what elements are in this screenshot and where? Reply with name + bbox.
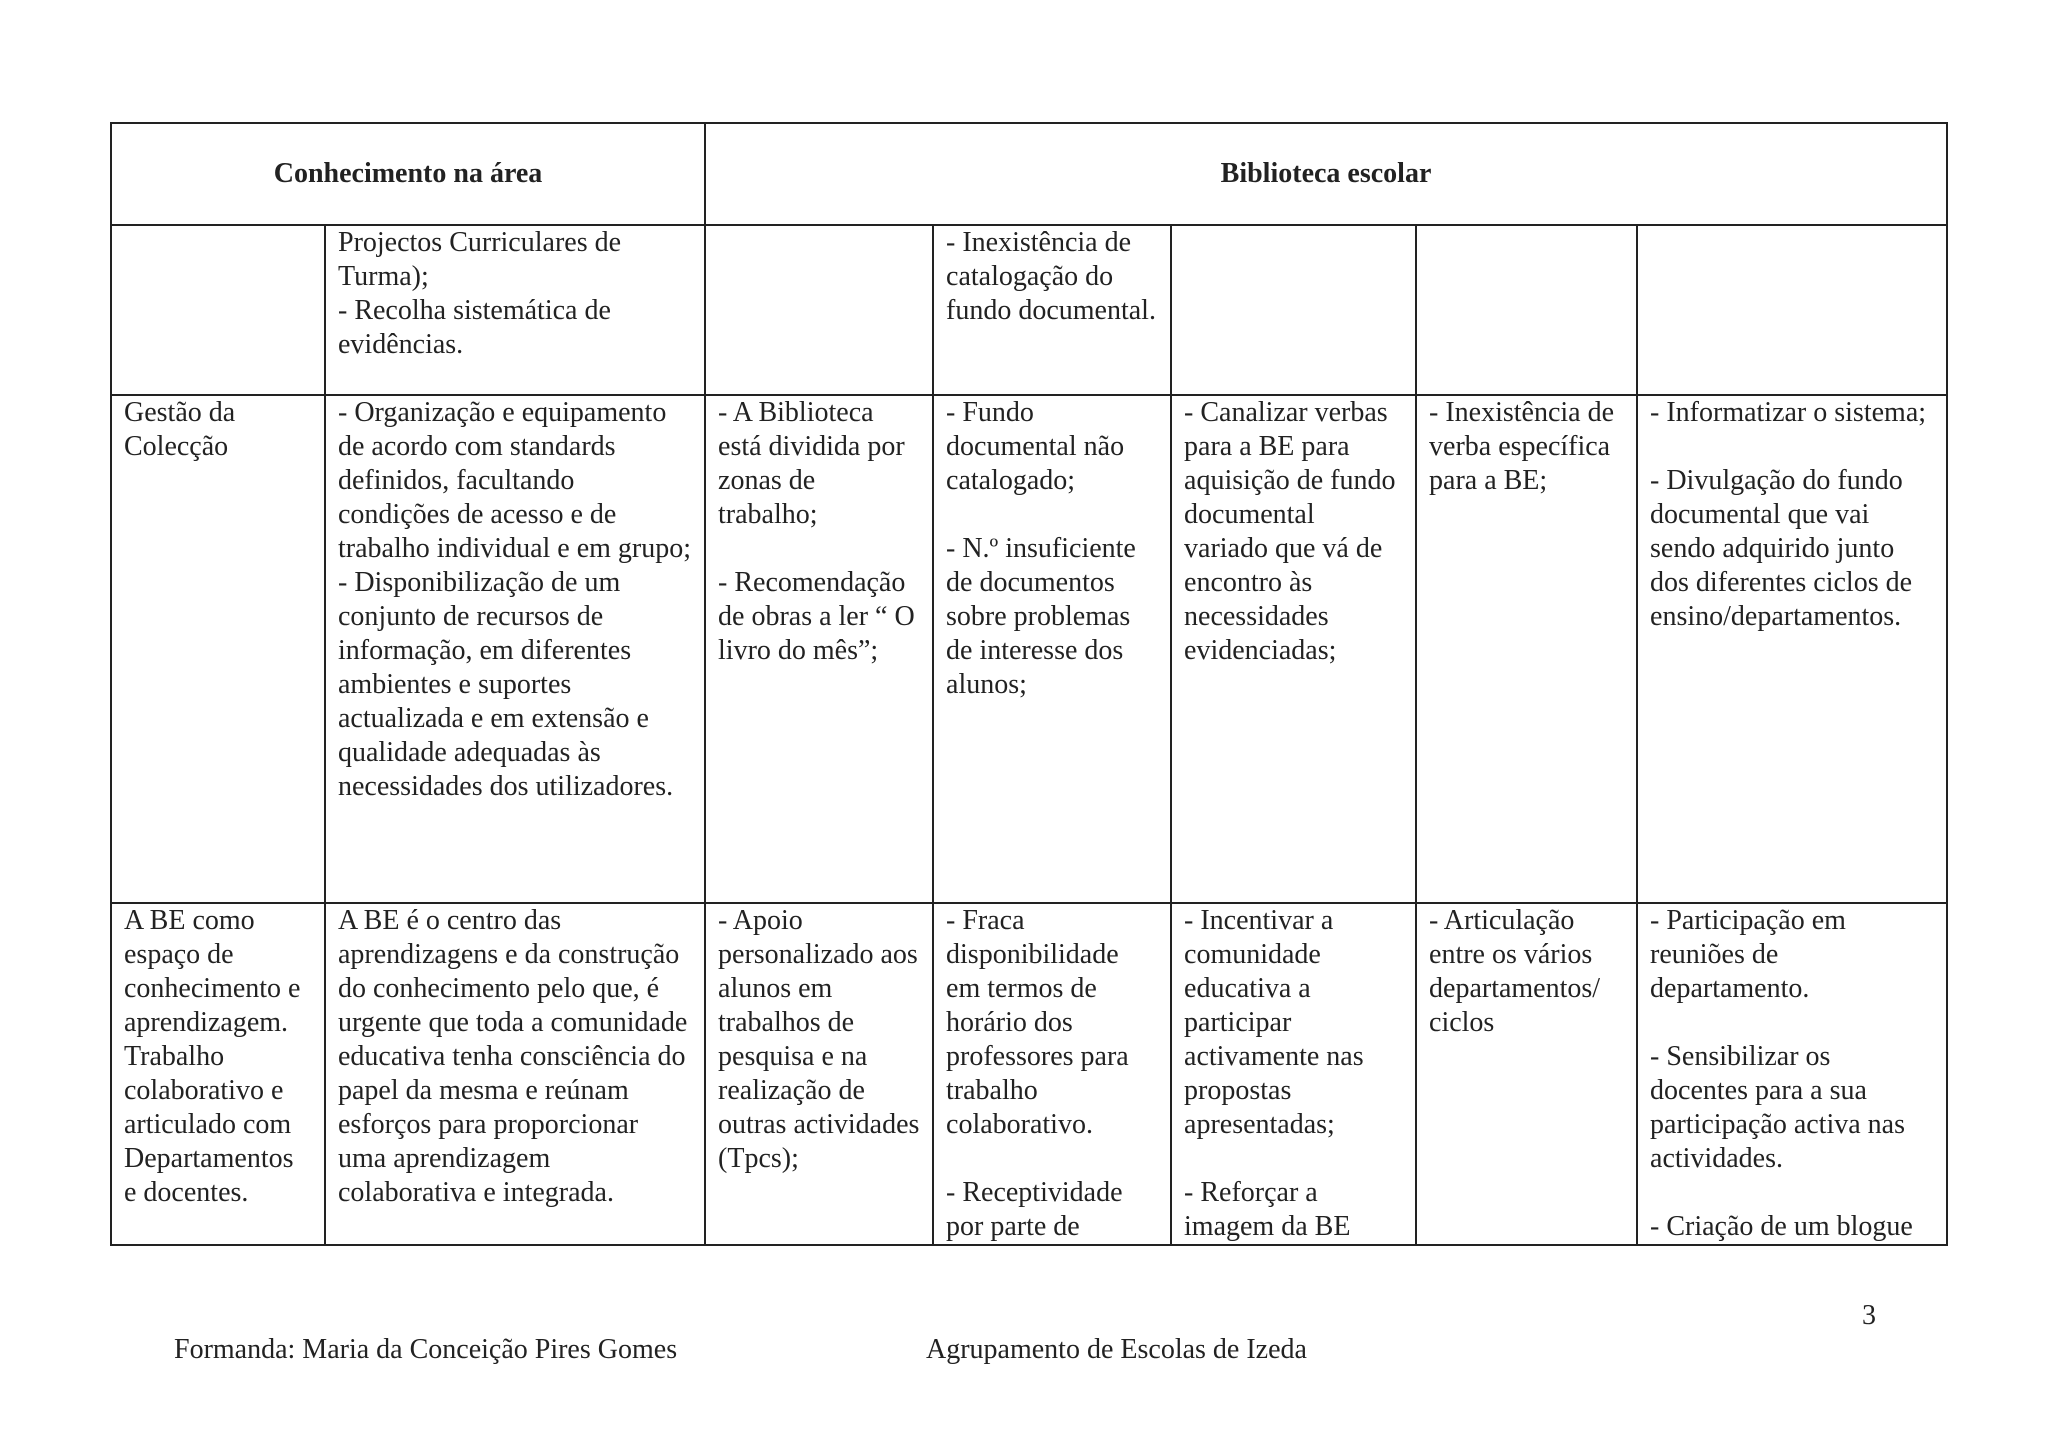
assessment-table — [110, 122, 1948, 1246]
table-cell — [1416, 225, 1637, 395]
page-number: 3 — [1862, 1300, 1876, 1331]
header-conhecimento: Conhecimento na área — [111, 123, 705, 225]
table-cell-area: A BE como espaço de conhecimento e aprendizagem. Trabalho colaborativo e articulado com Departamentos e docentes. — [111, 903, 325, 1245]
table-row — [111, 395, 1947, 903]
footer-school: Agrupamento de Escolas de Izeda — [926, 1334, 1307, 1365]
table-cell: - Apoio personalizado aos alunos em trabalhos de pesquisa e na realização de outras actividades (Tpcs); — [705, 903, 933, 1245]
table-cell: - Participação em reuniões de departamento. - Sensibilizar os docentes para a sua participação activa nas actividades. - Criação de um blogue — [1637, 903, 1947, 1245]
table-cell: - Fundo documental não catalogado; - N.º insuficiente de documentos sobre problemas de interesse dos alunos; — [933, 395, 1171, 903]
table-cell: - Incentivar a comunidade educativa a participar activamente nas propostas apresentadas; - Reforçar a imagem da BE — [1171, 903, 1416, 1245]
table-cell: A BE é o centro das aprendizagens e da construção do conhecimento pelo que, é urgente que toda a comunidade educativa tenha consciência do papel da mesma e reúnam esforços para proporcionar uma aprendizagem colaborativa e integrada. — [325, 903, 705, 1245]
table-cell-area: Gestão da Colecção — [111, 395, 325, 903]
table-header-row — [111, 123, 1947, 225]
table-cell: - Articulação entre os vários departamentos/ ciclos — [1416, 903, 1637, 1245]
table-cell — [1637, 225, 1947, 395]
table-cell: - Organização e equipamento de acordo com standards definidos, facultando condições de acesso e de trabalho individual e em grupo; - Disponibilização de um conjunto de recursos de informação, em diferentes ambientes e suportes actualizada e em extensão e qualidade adequadas às necessidades dos utilizadores. — [325, 395, 705, 903]
table-cell: - Informatizar o sistema; - Divulgação do fundo documental que vai sendo adquirido junto dos diferentes ciclos de ensino/departamentos. — [1637, 395, 1947, 903]
table-cell: Projectos Curriculares de Turma); - Recolha sistemática de evidências. — [325, 225, 705, 395]
footer-author: Formanda: Maria da Conceição Pires Gomes — [174, 1334, 678, 1365]
table-cell: - Inexistência de catalogação do fundo documental. — [933, 225, 1171, 395]
table-cell: - Canalizar verbas para a BE para aquisição de fundo documental variado que vá de encontro às necessidades evidenciadas; — [1171, 395, 1416, 903]
table-cell: - A Biblioteca está dividida por zonas de trabalho; - Recomendação de obras a ler “ O livro do mês”; — [705, 395, 933, 903]
table-row — [111, 903, 1947, 1245]
table-cell: - Inexistência de verba específica para a BE; — [1416, 395, 1637, 903]
table-cell — [705, 225, 933, 395]
header-biblioteca: Biblioteca escolar — [705, 123, 1947, 225]
table-cell — [1171, 225, 1416, 395]
table-row — [111, 225, 1947, 395]
table-cell — [111, 225, 325, 395]
table-cell: - Fraca disponibilidade em termos de horário dos professores para trabalho colaborativo. - Receptividade por parte de — [933, 903, 1171, 1245]
